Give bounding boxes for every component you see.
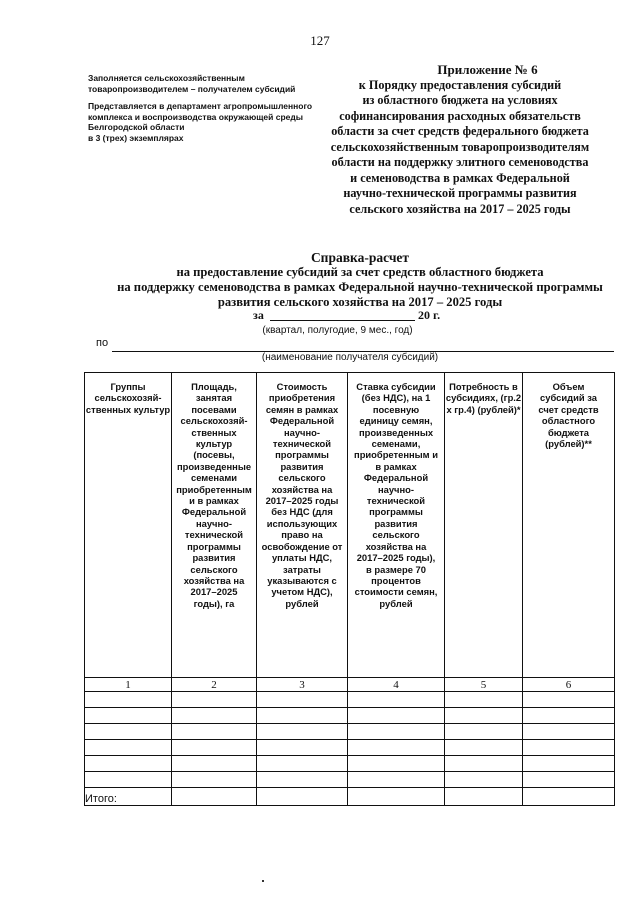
document-subtitle-line: на поддержку семеноводства в рамках Федеральной научно-технической программы (117, 280, 603, 294)
table-cell[interactable] (523, 772, 615, 788)
table-cell[interactable] (172, 788, 257, 806)
table-cell[interactable] (172, 692, 257, 708)
note-line: в 3 (трех) экземплярах (88, 132, 184, 143)
table-cell[interactable] (348, 772, 445, 788)
column-number: 3 (257, 678, 348, 692)
fill-in-note (88, 73, 328, 94)
table-cell[interactable] (85, 708, 172, 724)
table-cell[interactable] (257, 708, 348, 724)
appendix-line: научно-технической программы развития (343, 186, 577, 200)
period-input-line[interactable] (270, 320, 415, 321)
table-cell[interactable] (257, 756, 348, 772)
table-header-row (85, 373, 615, 678)
table-cell[interactable] (445, 788, 523, 806)
table-cell[interactable] (348, 724, 445, 740)
appendix-line: и семеноводства в рамках Федеральной (350, 170, 570, 185)
appendix-line: софинансирования расходных обязательств (339, 108, 581, 123)
column-number: 6 (523, 678, 615, 692)
note-line: Заполняется сельскохозяйственным (88, 73, 245, 83)
table-cell[interactable] (348, 708, 445, 724)
table-row[interactable] (85, 708, 615, 724)
table-cell[interactable] (172, 708, 257, 724)
table-cell[interactable] (172, 756, 257, 772)
table-cell[interactable] (85, 756, 172, 772)
table-cell[interactable] (85, 692, 172, 708)
table-cell[interactable] (523, 692, 615, 708)
appendix-line: к Порядку предоставления субсидий (358, 77, 562, 92)
table-cell[interactable] (445, 756, 523, 772)
submission-note (88, 101, 328, 143)
table-row[interactable] (85, 724, 615, 740)
appendix-line: области за счет средств федерального бюджета (331, 124, 589, 138)
column-number: 1 (85, 678, 172, 692)
note-line: комплекса и воспроизводства окружающей среды (88, 111, 304, 122)
column-header: Потребность в субсидиях, (гр.2 х гр.4) (рублей)* (445, 373, 523, 678)
table-cell[interactable] (172, 772, 257, 788)
appendix-header (310, 62, 610, 217)
table-cell[interactable] (257, 692, 348, 708)
appendix-line: сельского хозяйства на 2017 – 2025 годы (349, 201, 571, 216)
table-cell[interactable] (257, 772, 348, 788)
document-heading (60, 250, 640, 310)
column-number: 2 (172, 678, 257, 692)
recipient-caption: (наименование получателя субсидий) (261, 352, 439, 363)
table-cell[interactable] (445, 772, 523, 788)
appendix-line: из областного бюджета на условиях (362, 93, 558, 107)
scan-speck (262, 880, 264, 882)
table-cell[interactable] (523, 708, 615, 724)
table-cell[interactable] (348, 788, 445, 806)
column-header: Объем субсидий за счет средств областного бюджета (рублей)** (523, 373, 615, 678)
column-number: 4 (348, 678, 445, 692)
column-header: Площадь, занятая посевами сельскохозяй-ственных культур (посевы, произведенные семенами приобретенным и в рамках Федеральной научно-технической программы развития сельского хозяйства на 2017–2025 годы), га (172, 373, 257, 678)
table-cell[interactable] (523, 740, 615, 756)
note-line: Представляется в департамент агропромышленного (88, 101, 313, 111)
table-cell[interactable] (348, 692, 445, 708)
table-cell[interactable] (85, 724, 172, 740)
table-row[interactable] (85, 692, 615, 708)
table-cell[interactable] (445, 692, 523, 708)
table-cell[interactable] (445, 708, 523, 724)
table-cell[interactable] (523, 724, 615, 740)
table-cell[interactable] (523, 756, 615, 772)
table-cell[interactable] (257, 740, 348, 756)
appendix-line: области на поддержку элитного семеноводства (331, 155, 589, 169)
table-row[interactable] (85, 756, 615, 772)
table-cell[interactable] (172, 740, 257, 756)
note-line: Белгородской области (88, 122, 185, 132)
note-line: товаропроизводителем – получателем субсидий (88, 83, 296, 94)
table-cell[interactable] (85, 740, 172, 756)
table-cell[interactable] (172, 724, 257, 740)
calculation-table (84, 372, 615, 806)
appendix-line: сельскохозяйственным товаропроизводителям (330, 139, 590, 154)
table-cell[interactable] (445, 740, 523, 756)
column-header: Ставка субсидии (без НДС), на 1 посевную единицу семян, произведенных семенами, приобретенным и в рамках Федеральной научно-технической программы развития сельского хозяйства на 2017–2025 годы), в размере 70 процентов стоимости семян, рублей (348, 373, 445, 678)
total-label: Итого: (85, 788, 172, 806)
period-label: за (253, 308, 264, 322)
table-row[interactable] (85, 772, 615, 788)
document-title: Справка-расчет (310, 250, 410, 265)
table-row[interactable] (85, 740, 615, 756)
document-subtitle-line: на предоставление субсидий за счет средств областного бюджета (176, 265, 544, 279)
period-year: 20 г. (418, 308, 441, 322)
period-caption: (квартал, полугодие, 9 мес., год) (262, 325, 413, 336)
column-number: 5 (445, 678, 523, 692)
page-number: 127 (310, 33, 330, 48)
table-cell[interactable] (348, 740, 445, 756)
column-number-row (85, 678, 615, 692)
recipient-label: по (96, 337, 109, 349)
column-header: Стоимость приобретения семян в рамках Федеральной научно-технической программы развития сельского хозяйства на 2017–2025 годы без НДС (для использующих право на освобождение от уплаты НДС, затраты указываются с учетом НДС), рублей (257, 373, 348, 678)
total-row[interactable] (85, 788, 615, 806)
document-subtitle-line: развития сельского хозяйства на 2017 – 2025 годы (217, 295, 503, 309)
table-cell[interactable] (257, 724, 348, 740)
table-cell[interactable] (348, 756, 445, 772)
table-cell[interactable] (257, 788, 348, 806)
column-header: Группы сельскохозяй-ственных культур (85, 373, 172, 678)
appendix-title: Приложение № 6 (437, 62, 538, 77)
table-cell[interactable] (85, 772, 172, 788)
table-cell[interactable] (445, 724, 523, 740)
table-cell[interactable] (523, 788, 615, 806)
